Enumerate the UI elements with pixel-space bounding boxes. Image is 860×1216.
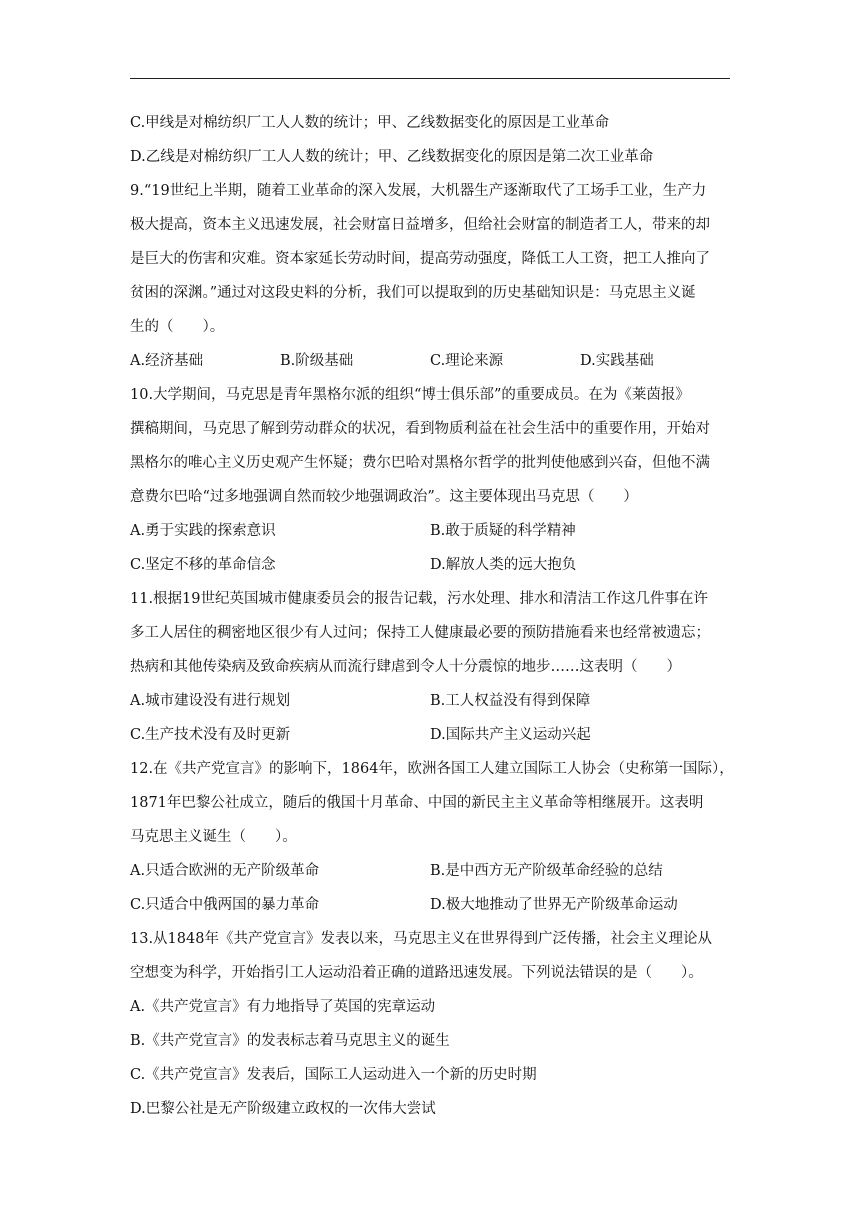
question-12 — [130, 752, 734, 922]
q9-stem-line: 贫困的深渊。”通过对这段史料的分析，我们可以提取到的历史基础知识是：马克思主义诞 — [130, 285, 696, 301]
q12-options-row — [130, 888, 730, 922]
q10-option-a[interactable]: A.勇于实践的探索意识 — [130, 523, 276, 539]
q9-option-c[interactable]: C.理论来源 — [430, 353, 504, 369]
q11-options-row — [130, 718, 730, 752]
header-rule — [130, 78, 730, 79]
q10-stem-line: 撰稿期间，马克思了解到劳动群众的状况，看到物质利益在社会生活中的重要作用，开始对 — [130, 421, 710, 437]
q10-option-c[interactable]: C.坚定不移的革命信念 — [130, 557, 276, 573]
q11-stem-line: 多工人居住的稠密地区很少有人过问；保持工人健康最必要的预防措施看来也经常被遗忘； — [130, 625, 710, 641]
q12-option-a[interactable]: A.只适合欧洲的无产阶级革命 — [130, 863, 320, 879]
q9-options — [130, 344, 730, 378]
q12-stem-line: 马克思主义诞生（ ）。 — [130, 829, 297, 845]
q12-stem-line: 12.在《共产党宣言》的影响下，1864年，欧洲各国工人建立国际工人协会（史称第一国际）， — [130, 761, 734, 777]
q9-option-d[interactable]: D.实践基础 — [580, 353, 654, 369]
question-list — [130, 106, 734, 1126]
q13-option-a[interactable]: A.《共产党宣言》有力地指导了英国的宪章运动 — [130, 999, 436, 1015]
question-9 — [130, 174, 730, 378]
q9-stem-line: 极大提高，资本主义迅速发展，社会财富日益增多，但给社会财富的制造者工人，带来的却 — [130, 217, 710, 233]
q11-option-a[interactable]: A.城市建设没有进行规划 — [130, 693, 291, 709]
q11-options-row — [130, 684, 730, 718]
q9-option-b[interactable]: B.阶级基础 — [280, 353, 354, 369]
q10-stem-line: 10.大学期间，马克思是青年黑格尔派的组织“博士俱乐部”的重要成员。在为《莱茵报》 — [130, 387, 690, 403]
q12-option-c[interactable]: C.只适合中俄两国的暴力革命 — [130, 897, 320, 913]
q8-option-c: C.甲线是对棉纺织厂工人人数的统计；甲、乙线数据变化的原因是工业革命 — [130, 115, 610, 131]
q11-option-d[interactable]: D.国际共产主义运动兴起 — [430, 727, 591, 743]
question-13 — [130, 922, 730, 1126]
q9-stem-line: 9.“19世纪上半期，随着工业革命的深入发展，大机器生产逐渐取代了工场手工业，生产力 — [130, 183, 707, 199]
q12-option-d[interactable]: D.极大地推动了世界无产阶级革命运动 — [430, 897, 678, 913]
q10-stem-line: 意费尔巴哈“过多地强调自然而较少地强调政治”。这主要体现出马克思（ ） — [130, 489, 638, 505]
question-11 — [130, 582, 730, 752]
q11-stem-line: 热病和其他传染病及致命疾病从而流行肆虐到令人十分震惊的地步……这表明（ ） — [130, 659, 681, 675]
question-10 — [130, 378, 730, 582]
q11-stem-line: 11.根据19世纪英国城市健康委员会的报告记载，污水处理、排水和清洁工作这几件事在许 — [130, 591, 709, 607]
q10-options-row — [130, 548, 730, 582]
q13-stem-line: 空想变为科学，开始指引工人运动沿着正确的道路迅速发展。下列说法错误的是（ ）。 — [130, 965, 703, 981]
q13-option-b[interactable]: B.《共产党宣言》的发表标志着马克思主义的诞生 — [130, 1033, 450, 1049]
q11-option-b[interactable]: B.工人权益没有得到保障 — [430, 693, 591, 709]
q10-stem-line: 黑格尔的唯心主义历史观产生怀疑；费尔巴哈对黑格尔哲学的批判使他感到兴奋，但他不满 — [130, 455, 710, 471]
q10-option-b[interactable]: B.敢于质疑的科学精神 — [430, 523, 576, 539]
q13-option-c[interactable]: C.《共产党宣言》发表后，国际工人运动进入一个新的历史时期 — [130, 1067, 537, 1083]
q8-option-d: D.乙线是对棉纺织厂工人人数的统计；甲、乙线数据变化的原因是第二次工业革命 — [130, 149, 654, 165]
q10-option-d[interactable]: D.解放人类的远大抱负 — [430, 557, 577, 573]
q13-stem-line: 13.从1848年《共产党宣言》发表以来，马克思主义在世界得到广泛传播，社会主义理论从 — [130, 931, 712, 947]
q9-stem-line: 是巨大的伤害和灾难。资本家延长劳动时间，提高劳动强度，降低工人工资，把工人推向了 — [130, 251, 710, 267]
q9-option-a[interactable]: A.经济基础 — [130, 353, 204, 369]
q10-options-row — [130, 514, 730, 548]
q12-option-b[interactable]: B.是中西方无产阶级革命经验的总结 — [430, 863, 663, 879]
q12-options-row — [130, 854, 730, 888]
q13-option-d[interactable]: D.巴黎公社是无产阶级建立政权的一次伟大尝试 — [130, 1101, 436, 1117]
q9-stem-line: 生的（ ）。 — [130, 319, 225, 335]
q11-option-c[interactable]: C.生产技术没有及时更新 — [130, 727, 291, 743]
q12-stem-line: 1871年巴黎公社成立，随后的俄国十月革命、中国的新民主主义革命等相继展开。这表明 — [130, 795, 704, 811]
